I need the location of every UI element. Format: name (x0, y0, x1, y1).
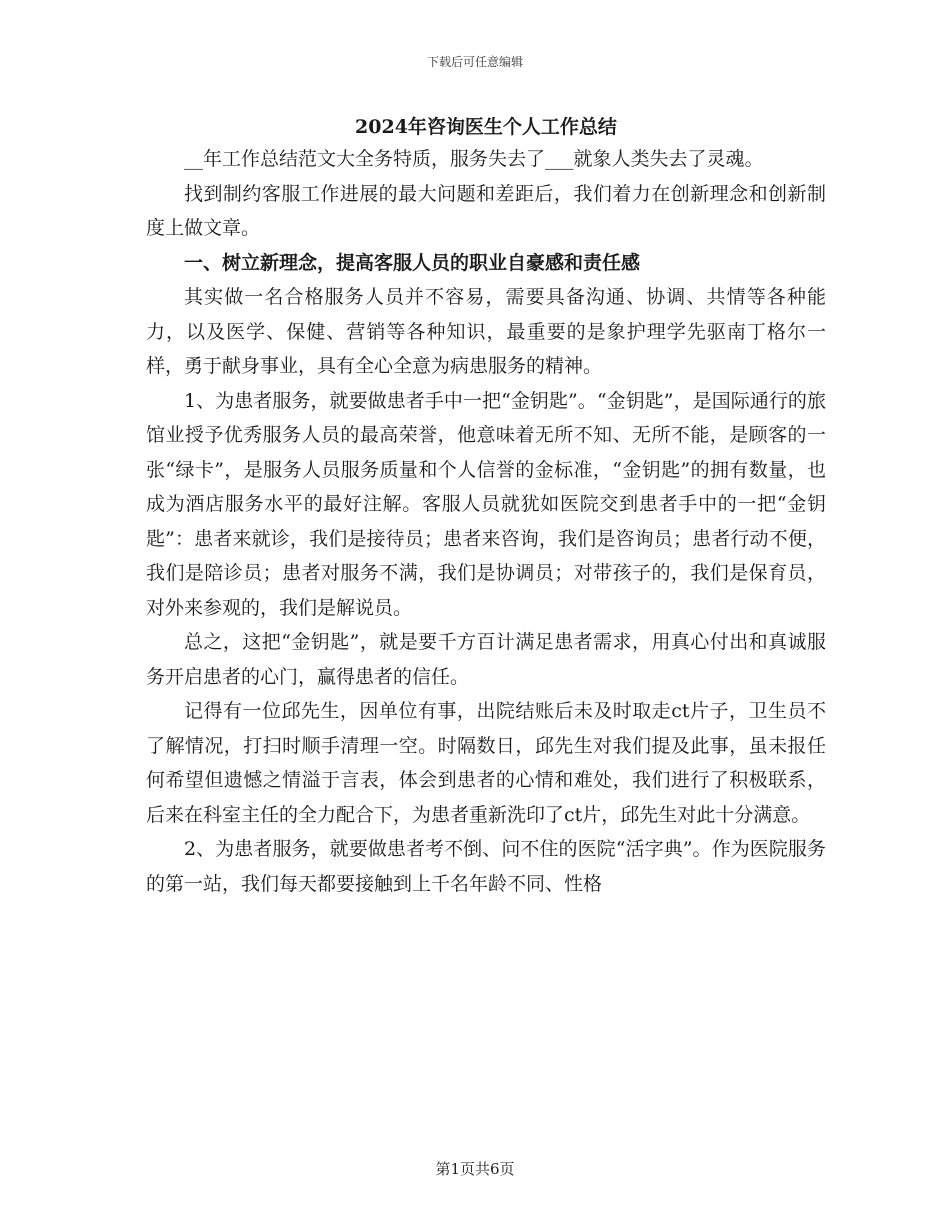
paragraph: 其实做一名合格服务人员并不容易，需要具备沟通、协调、共情等各种能力，以及医学、保健、营销等各种知识，最重要的是象护理学先驱南丁格尔一样，勇于献身事业，具有全心全意为病患服务的精神。 (146, 286, 826, 377)
paragraph: 找到制约客服工作进展的最大问题和差距后，我们着力在创新理念和创新制度上做文章。 (146, 182, 826, 239)
document-title: 2024年咨询医生个人工作总结 (355, 116, 617, 138)
paragraph: 总之，这把“金钥匙”，就是要千方百计满足患者需求，用真心付出和真诚服务开启患者的心门，赢得患者的信任。 (146, 631, 826, 688)
paragraph: __年工作总结范文大全务特质，服务失去了___就象人类失去了灵魂。 (184, 148, 764, 170)
page-number: 第1页共6页 (435, 1160, 515, 1178)
section-heading: 一、树立新理念，提高客服人员的职业自豪感和责任感 (184, 251, 641, 274)
page-header-note: 下载后可任意编辑 (426, 55, 523, 69)
document-body (146, 112, 826, 901)
paragraph: 记得有一位邱先生，因单位有事，出院结账后未及时取走ct片子，卫生员不了解情况，打扫时顺手清理一空。时隔数日，邱先生对我们提及此事，虽未报任何希望但遗憾之情溢于言表，体会到患者的心情和难处，我们进行了积极联系，后来在科室主任的全力配合下，为患者重新洗印了ct片，邱先生对此十分满意。 (146, 700, 826, 826)
paragraph: 2、为患者服务，就要做患者考不倒、问不住的医院“活字典”。作为医院服务的第一站，我们每天都要接触到上千名年龄不同、性格 (146, 838, 826, 895)
paragraph: 1、为患者服务，就要做患者手中一把“金钥匙”。“金钥匙”，是国际通行的旅馆业授予优秀服务人员的最高荣誉，他意味着无所不知、无所不能，是顾客的一张“绿卡”，是服务人员服务质量和个人信誉的金标准，“金钥匙”的拥有数量，也成为酒店服务水平的最好注解。客服人员就犹如医院交到患者手中的一把“金钥匙”：患者来就诊，我们是接待员；患者来咨询，我们是咨询员；患者行动不便，我们是陪诊员；患者对服务不满，我们是协调员；对带孩子的，我们是保育员，对外来参观的，我们是解说员。 (146, 389, 826, 619)
